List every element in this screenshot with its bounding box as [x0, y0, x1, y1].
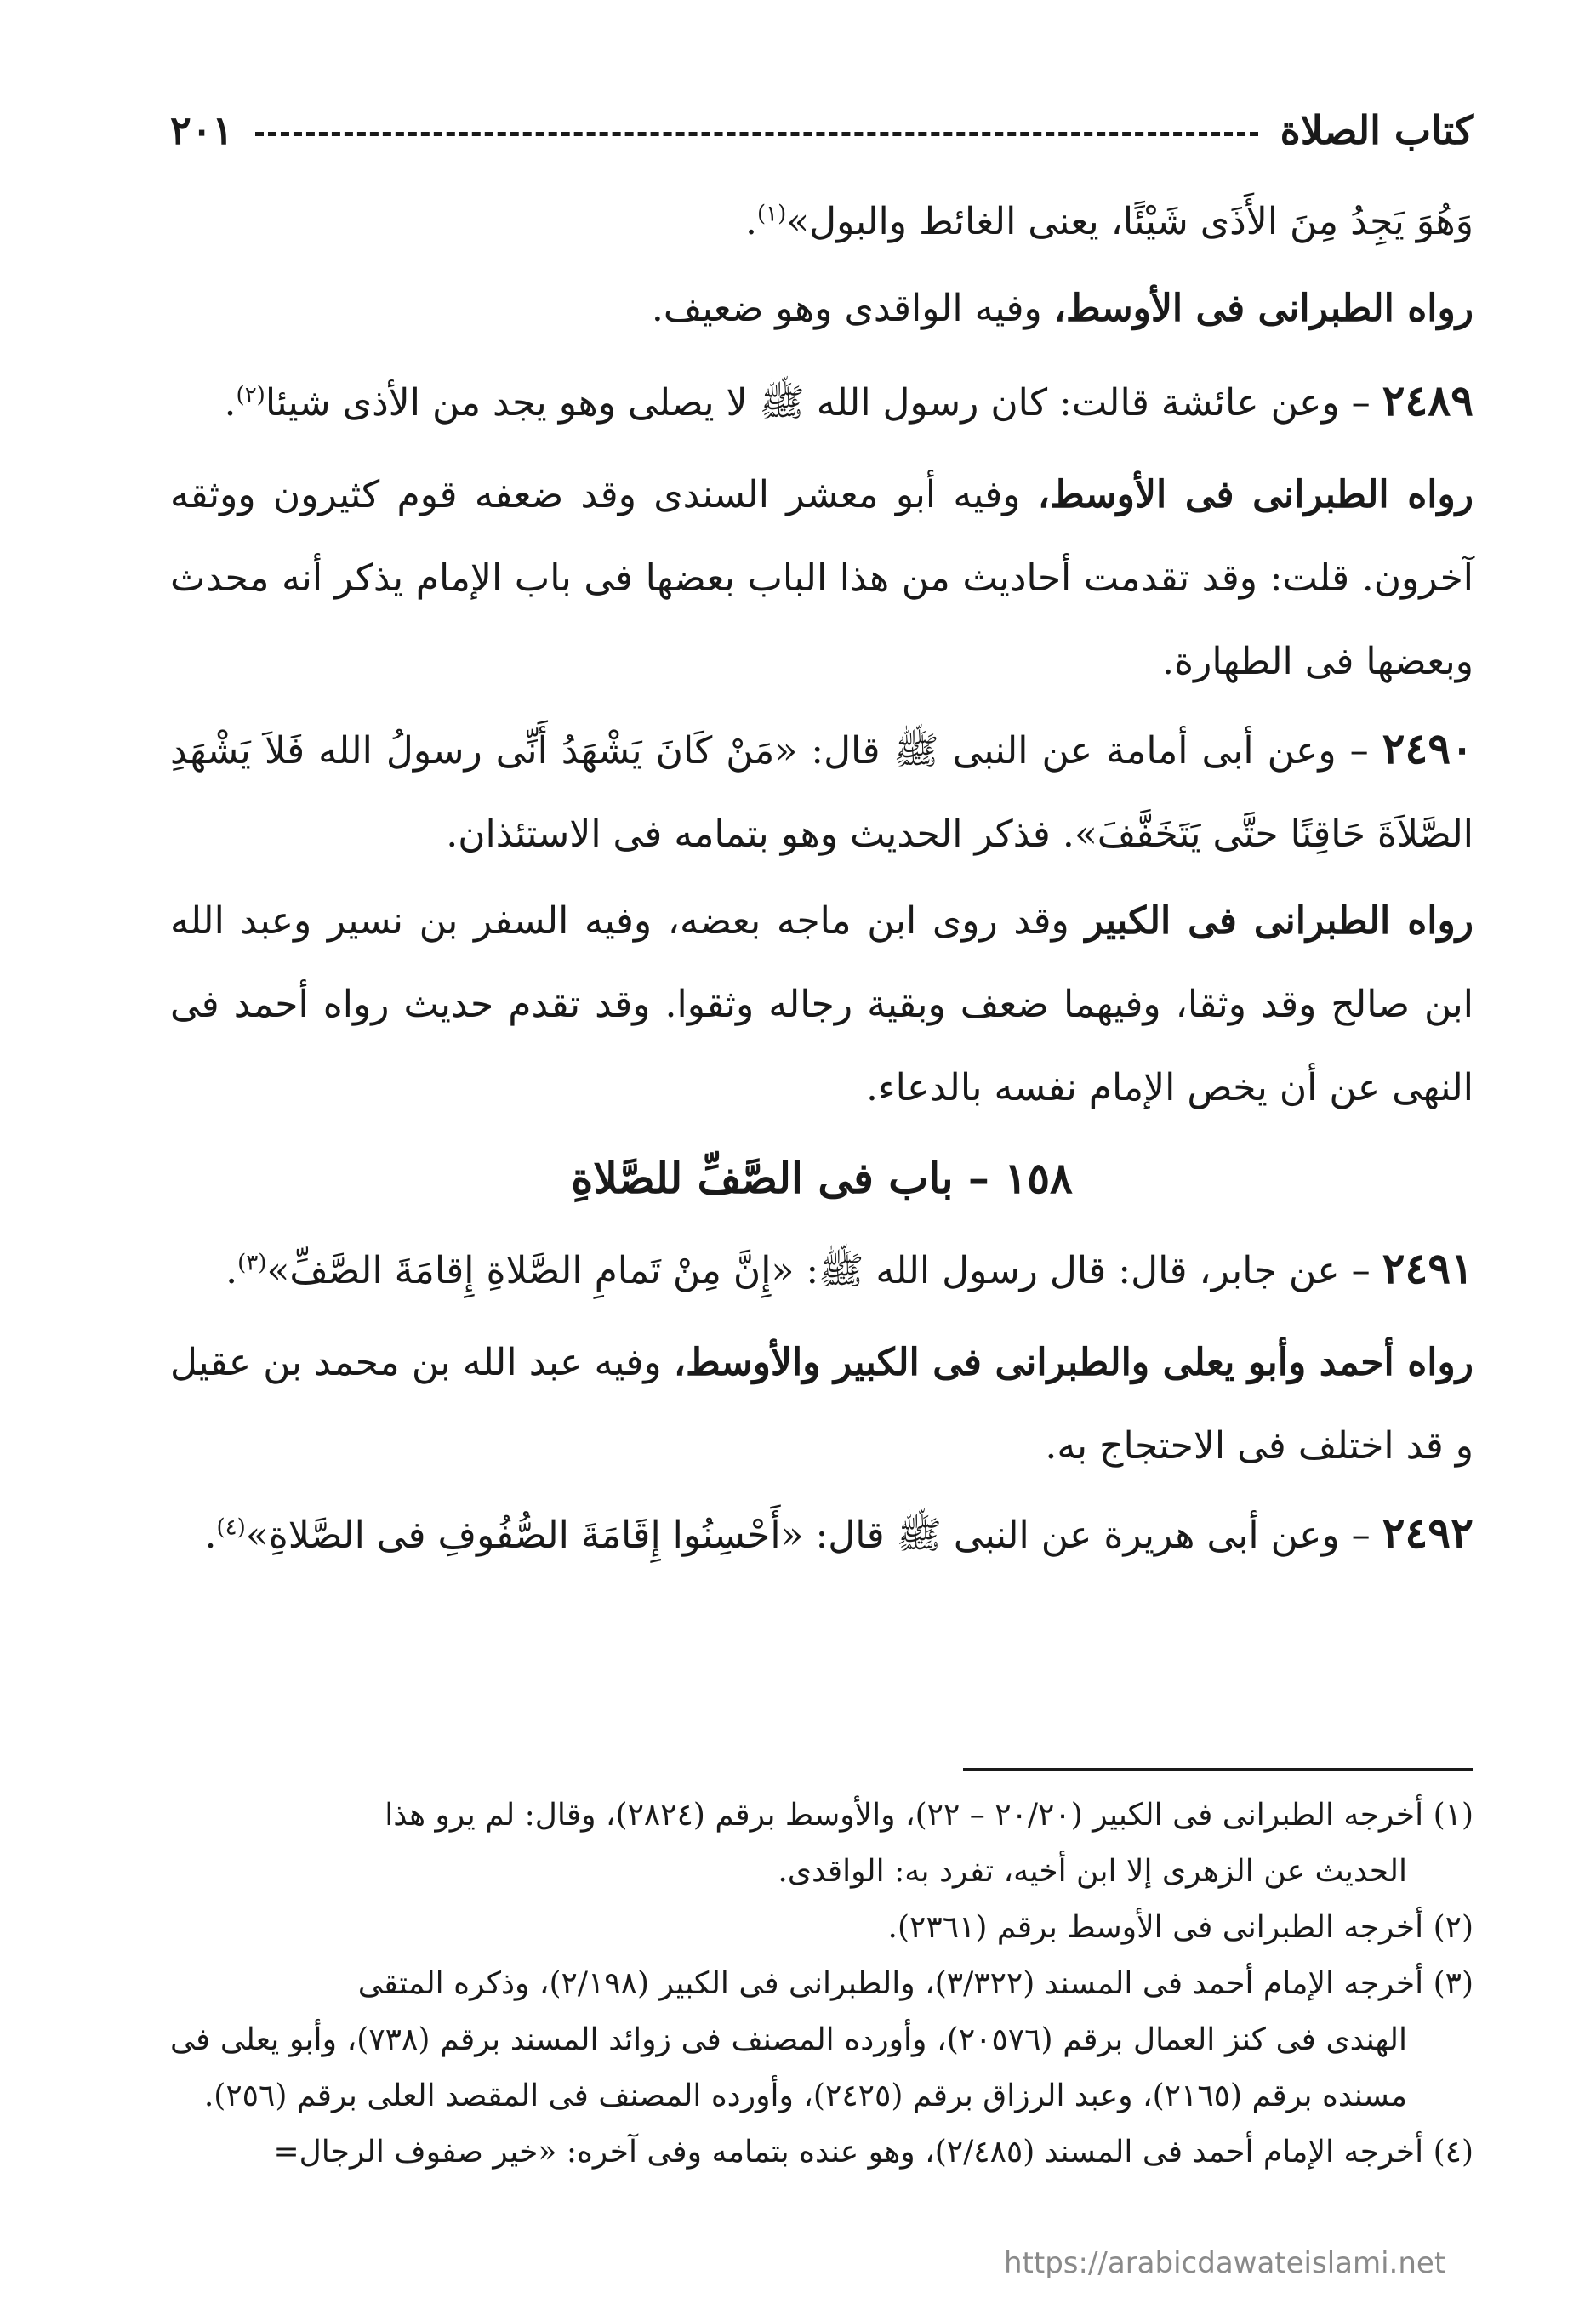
narrator-source: رواه الطبرانى فى الأوسط،: [1053, 287, 1473, 330]
footnote-ref: (٣): [237, 1250, 267, 1276]
hadith-2492: ٢٤٩٢ – وعن أبى هريرة عن النبى ﷺ قال: «أَحْسِنُوا إِقَامَةَ الصُّفُوفِ فى الصَّلاةِ»$^{(٤)}$.: [204, 1508, 1473, 1558]
footnote-label: (٣): [1433, 1966, 1473, 2001]
watermark-url: https://arabicdawateislami.net: [1004, 2246, 1446, 2280]
footnote-4: (٤) أخرجه الإمام أحمد فى المسند (٢/٤٨٥)، وهو عنده بتمامه وفى آخره: «خير صفوف الرجال=: [273, 2135, 1473, 2170]
paragraph-continuation: وَهُوَ يَجِدُ مِنَ الأَذَى شَيْئًا، يعنى الغائط والبول»$^{(١)}$.: [744, 200, 1473, 243]
main-text: [170, 180, 1473, 1581]
footnote-2: (٢) أخرجه الطبرانى فى الأوسط برقم (٢٣٦١).: [887, 1910, 1473, 1945]
hadith-number: ٢٤٨٩: [1382, 375, 1473, 425]
running-header: [170, 100, 1473, 160]
footnote-1: (١) أخرجه الطبرانى فى الكبير (٢٠/٢٠ – ٢٢)، والأوسط برقم (٢٨٢٤)، وقال: لم يرو هذا الحديث عن الزهرى إلا ابن أخيه، تفرد به: الواقدى.: [385, 1798, 1473, 1889]
footnote-label: (٢): [1433, 1910, 1473, 1945]
footnotes: [170, 1768, 1473, 2181]
footnote-ref: (١): [756, 201, 787, 227]
footnote-ref: (٢): [236, 382, 265, 408]
narration-note: رواه الطبرانى فى الأوسط، وفيه أبو معشر السندى وقد ضعفه قوم كثيرون ووثقه آخرون. قلت: وقد تقدمت أحاديث من هذا الباب بعضها فى باب الإمام يذكر أنه محدث وبعضها فى الطهارة.: [170, 473, 1473, 683]
narration-note: رواه أحمد وأبو يعلى والطبرانى فى الكبير والأوسط، وفيه عبد الله بن محمد بن عقيل و قد اختلف فى الاحتجاج به.: [170, 1341, 1473, 1468]
footnote-label: (٤): [1433, 2135, 1473, 2170]
footnote-ref: (٤): [216, 1514, 246, 1541]
hadith-2490: ٢٤٩٠ – وعن أبى أمامة عن النبى ﷺ قال: «مَنْ كَانَ يَشْهَدُ أَنِّى رسولُ الله فَلاَ يَشْهَدِ الصَّلاَةَ حَاقِنًا حتَّى يَتَخَفَّفَ». فذكر الحديث وهو بتمامه فى الاستئذان.: [170, 723, 1473, 856]
hadith-number: ٢٤٩١: [1382, 1243, 1473, 1293]
hadith-2491: ٢٤٩١ – عن جابر، قال: قال رسول الله ﷺ: «إِنَّ مِنْ تَمامِ الصَّلاةِ إِقامَةَ الصَّفِّ»$^{(٣)}$.: [225, 1243, 1473, 1293]
header-dashed-rule: [255, 132, 1258, 136]
narration-note: رواه الطبرانى فى الكبير وقد روى ابن ماجه بعضه، وفيه السفر بن نسير وعبد الله ابن صالح وقد وثقا، وفيهما ضعف وبقية رجاله وثقوا. وقد تقدم حديث رواه أحمد فى النهى عن أن يخص الإمام نفسه بالدعاء.: [170, 899, 1474, 1109]
footnote-label: (١): [1433, 1798, 1473, 1833]
chapter-heading: ١٥٨ – باب فى الصَّفِّ للصَّلاةِ: [571, 1153, 1073, 1203]
document-page: [170, 0, 1473, 2321]
hadith-number: ٢٤٩٠: [1382, 723, 1473, 773]
hadith-2489: ٢٤٨٩ – وعن عائشة قالت: كان رسول الله ﷺ لا يصلى وهو يجد من الأذى شيئا$^{(٢)}$.: [224, 375, 1473, 425]
narrator-source: رواه الطبرانى فى الأوسط،: [1037, 473, 1473, 516]
page-number: ٢٠١: [170, 107, 234, 153]
narration-note: رواه الطبرانى فى الأوسط، وفيه الواقدى وهو ضعيف.: [651, 287, 1473, 330]
footnote-separator: [963, 1768, 1473, 1771]
narrator-source: رواه أحمد وأبو يعلى والطبرانى فى الكبير والأوسط،: [673, 1341, 1473, 1384]
header-chapter-title: كتاب الصلاة: [1280, 107, 1473, 153]
hadith-number: ٢٤٩٢: [1382, 1508, 1473, 1558]
footnote-3: (٣) أخرجه الإمام أحمد فى المسند (٣/٣٢٢)، والطبرانى فى الكبير (٢/١٩٨)، وذكره المتقى الهندى فى كنز العمال برقم (٢٠٥٧٦)، وأورده المصنف فى زوائد المسند برقم (٧٣٨)، وأبو يعلى فى مسنده برقم (٢١٦٥)، وعبد الرزاق برقم (٢٤٢٥)، وأورده المصنف فى المقصد العلى برقم (٢٥٦).: [170, 1966, 1473, 2113]
narrator-source: رواه الطبرانى فى الكبير: [1085, 899, 1473, 943]
